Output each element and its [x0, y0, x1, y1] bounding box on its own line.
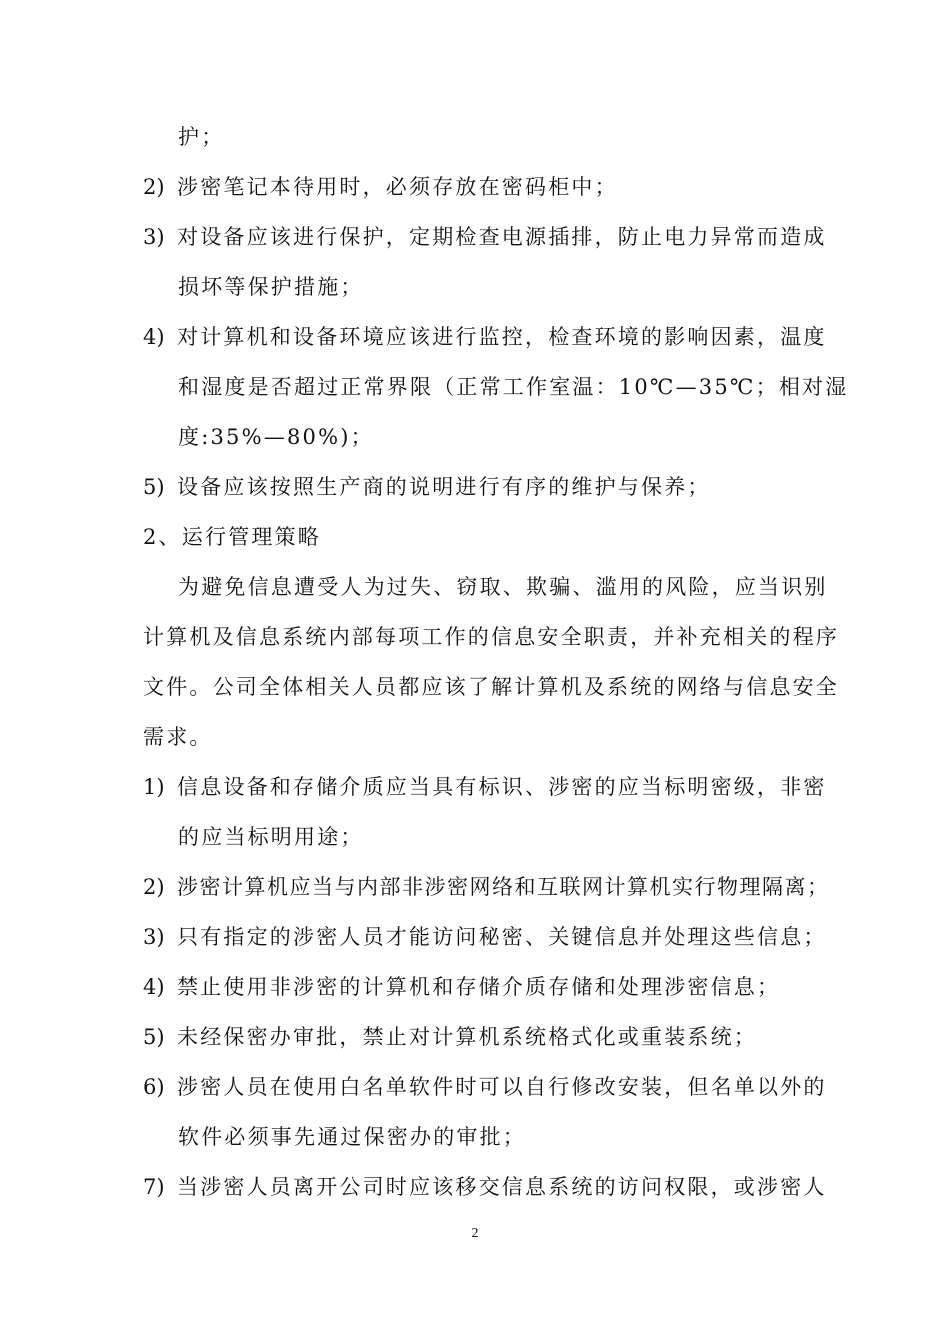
paragraph-line: 计算机及信息系统内部每项工作的信息安全职责，并补充相关的程序: [143, 625, 839, 649]
list-item-text: 设备应该按照生产商的说明进行有序的维护与保养；: [177, 475, 711, 499]
list-item: [143, 1073, 827, 1101]
list-item-text: 涉密计算机应当与内部非涉密网络和互联网计算机实行物理隔离；: [177, 875, 830, 899]
paragraph-line: 为避免信息遭受人为过失、窃取、欺骗、滥用的风险，应当识别: [178, 575, 828, 599]
list-number: 6): [143, 1075, 165, 1099]
page-number: 2: [471, 1226, 479, 1241]
list-item: [143, 973, 780, 1001]
text-line: 软件必须事先通过保密办的审批；: [178, 1125, 526, 1149]
list-item: [143, 173, 618, 201]
list-item-text: 禁止使用非涉密的计算机和存储介质存储和处理涉密信息；: [177, 975, 781, 999]
list-item-text: 当涉密人员离开公司时应该移交信息系统的访问权限，或涉密人: [177, 1175, 827, 1199]
list-item: [143, 873, 830, 901]
text-line: 度:35%—80%)；: [178, 425, 374, 449]
list-number: 4): [143, 325, 165, 349]
list-item-text: 对设备应该进行保护，定期检查电源插排，防止电力异常而造成: [177, 225, 827, 249]
list-number: 3): [143, 225, 165, 249]
list-item: [143, 1173, 827, 1201]
list-item: [143, 1023, 757, 1051]
text-line: 损坏等保护措施；: [178, 275, 364, 299]
list-item-text: 涉密人员在使用白名单软件时可以自行修改安装，但名单以外的: [177, 1075, 827, 1099]
list-item-text: 对计算机和设备环境应该进行监控，检查环境的影响因素，温度: [177, 325, 827, 349]
list-item-text: 未经保密办审批，禁止对计算机系统格式化或重装系统；: [177, 1025, 757, 1049]
list-item: [143, 323, 827, 351]
list-item-text: 涉密笔记本待用时，必须存放在密码柜中；: [177, 175, 618, 199]
list-item: [143, 923, 827, 951]
list-item: [143, 473, 711, 501]
list-number: 5): [143, 475, 165, 499]
list-number: 4): [143, 975, 165, 999]
text-line: 护；: [178, 125, 225, 149]
section-heading: 2、运行管理策略: [143, 525, 321, 549]
list-number: 2): [143, 875, 165, 899]
list-item-text: 只有指定的涉密人员才能访问秘密、关键信息并处理这些信息；: [177, 925, 827, 949]
list-number: 7): [143, 1175, 165, 1199]
list-item: [143, 773, 827, 801]
list-item: [143, 223, 827, 251]
paragraph-line: 需求。: [143, 725, 213, 749]
list-number: 3): [143, 925, 165, 949]
paragraph-line: 文件。公司全体相关人员都应该了解计算机及系统的网络与信息安全: [143, 675, 839, 699]
list-item-text: 信息设备和存储介质应当具有标识、涉密的应当标明密级，非密: [177, 775, 827, 799]
list-number: 1): [143, 775, 165, 799]
text-line: 的应当标明用途；: [178, 825, 364, 849]
list-number: 2): [143, 175, 165, 199]
list-number: 5): [143, 1025, 165, 1049]
text-line: 和湿度是否超过正常界限（正常工作室温：10℃—35℃；相对湿: [178, 375, 849, 399]
